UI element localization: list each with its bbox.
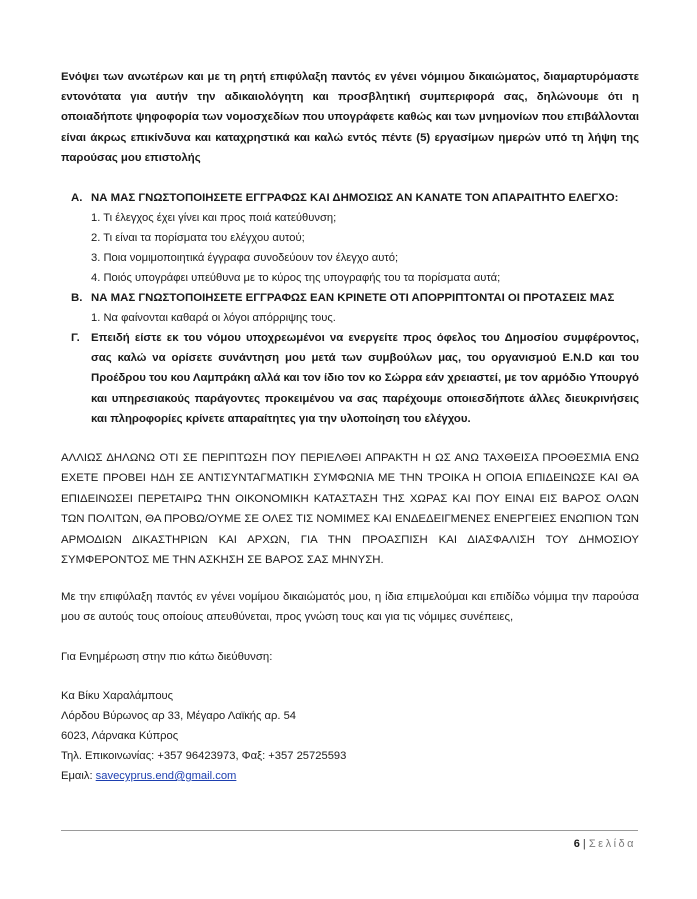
section-b-heading: [61, 288, 639, 308]
contact-block: [61, 686, 346, 786]
section-b: [61, 288, 639, 328]
contact-email-row: [61, 766, 346, 786]
section-b-title: ΝΑ ΜΑΣ ΓΝΩΣΤΟΠΟΙΗΣΕΤΕ ΕΓΓΡΑΦΩΣ ΕΑΝ ΚΡΙΝΕΤΕ ΟΤΙ ΑΠΟΡΡΙΠΤΟΝΤΑΙ ΟΙ ΠΡΟΤΑΣΕΙΣ ΜΑΣ: [91, 292, 615, 304]
section-a-item: 3. Ποια νομιμοποιητικά έγγραφα συνοδεύουν τον έλεγχο αυτό;: [91, 252, 399, 264]
section-c: [61, 328, 639, 429]
section-a-heading: [61, 188, 639, 208]
section-c-text: Επειδή είστε εκ του νόμου υποχρεωμένοι να ενεργείτε προς όφελος του Δημοσίου συμφέροντος, σας καλώ να ορίσετε συνάντηση μου μετά των συμβούλων μας, του οργανισμού E.N.D και του Προέδρου του κου Λαμπράκη αλλά και τον ίδιο τον κο Σώρρα εάν χρειαστεί, με τον αρμόδιο Υπουργό και υπηρεσιακούς παράγοντες προκειμένου να σας παρέχουμε οποιεσδήποτε άλλες διευκρινήσεις και πληροφορίες κρίνετε απαραίτητες για την υλοποίηση του ελέγχου.: [91, 332, 639, 425]
section-a-item: 4. Ποιός υπογράφει υπεύθυνα με το κύρος της υπογραφής του τα πορίσματα αυτά;: [91, 272, 501, 284]
contact-phones: Τηλ. Επικοινωνίας: +357 96423973, Φαξ: +357 25725593: [61, 750, 347, 762]
section-a-item: 1. Τι έλεγχος έχει γίνει και προς ποιά κατεύθυνση;: [91, 212, 337, 224]
contact-email-link[interactable]: savecyprus.end@gmail.com: [95, 770, 237, 782]
info-intro: Για Ενημέρωση στην πιο κάτω διεύθυνση:: [61, 651, 273, 663]
footer-separator: |: [579, 838, 589, 850]
intro-paragraph: Ενόψει των ανωτέρων και με τη ρητή επιφύλαξη παντός εν γένει νόμιμου δικαιώματος, διαμαρτυρόμαστε εντονότατα για αυτήν την αδικαιολόγητη και προσβλητική συμπεριφορά σας, δηλώνουμε ότι η οποιαδήποτε ψηφοφορία των νομοσχεδίων που υπογράφετε καθώς και των μνημονίων που επιβάλλονται είναι άκρως επικίνδυνα και καταχρηστικά και καλώ εντός πέντε (5) εργασίμων ημερών υπό τη λήψη της παρούσας μου επιστολής: [61, 71, 639, 164]
contact-address: Λόρδου Βύρωνος αρ 33, Μέγαρο Λαϊκής αρ. 54: [61, 710, 297, 722]
reservation-paragraph: Με την επιφύλαξη παντός εν γένει νομίμου δικαιώματός μου, η ίδια επιμελούμαι και επιδίδω νόμιμα την παρούσα μου σε αυτούς τους οποίους απευθύνεται, προς γνώση τους και για τις νόμιμες συνέπειες,: [61, 591, 639, 624]
contact-email-label: Εμαιλ:: [61, 770, 96, 782]
section-c-letter: Γ.: [71, 332, 80, 344]
warning-paragraph: ΑΛΛΙΩΣ ΔΗΛΩΝΩ ΟΤΙ ΣΕ ΠΕΡΙΠΤΩΣΗ ΠΟΥ ΠΕΡΙΕΛΘΕΙ ΑΠΡΑΚΤΗ Η ΩΣ ΑΝΩ ΤΑΧΘΕΙΣΑ ΠΡΟΘΕΣΜΙΑ ΕΝΩ ΕΧΕΤΕ ΠΡΟΒΕΙ ΗΔΗ ΣΕ ΑΝΤΙΣΥΝΤΑΓΜΑΤΙΚΗ ΣΥΜΦΩΝΙΑ ΜΕ ΤΗΝ ΤΡΟΙΚΑ Η ΟΠΟΙΑ ΕΠΙΔΕΙΝΩΣΕ ΚΑΙ ΘΑ ΕΠΙΔΕΙΝΩΣΕΙ ΠΕΡΕΤΑΙΡΩ ΤΗΝ ΟΙΚΟΝΟΜΙΚΗ ΚΑΤΑΣΤΑΣΗ ΤΗΣ ΧΩΡΑΣ ΚΑΙ ΠΟΥ ΕΙΝΑΙ ΕΙΣ ΒΑΡΟΣ ΟΛΩΝ ΤΩΝ ΠΟΛΙΤΩΝ, ΘΑ ΠΡΟΒΩ/ΟΥΜΕ ΣΕ ΟΛΕΣ ΤΙΣ ΝΟΜΙΜΕΣ ΚΑΙ ΕΝΔΕΔΕΙΓΜΕΝΕΣ ΕΝΕΡΓΕΙΕΣ ΕΝΩΠΙΟΝ ΤΩΝ ΑΡΜΟΔΙΩΝ ΔΙΚΑΣΤΗΡΙΩΝ ΚΑΙ ΑΡΧΩΝ, ΓΙΑ ΤΗΝ ΠΡΟΑΣΠΙΣΗ ΚΑΙ ΔΙΑΣΦΑΛΙΣΗ ΤΟΥ ΔΗΜΟΣΙΟΥ ΣΥΜΦΕΡΟΝΤΟΣ ΜΕ ΤΗΝ ΑΣΚΗΣΗ ΣΕ ΒΑΡΟΣ ΣΑΣ ΜΗΝΥΣΗ.: [61, 452, 639, 567]
contact-city: 6023, Λάρνακα Κύπρος: [61, 730, 179, 742]
page-label: Σελίδα: [588, 838, 636, 850]
section-c-block: [61, 328, 639, 429]
section-a-letter: A.: [71, 192, 83, 204]
footer-divider: [61, 830, 638, 831]
section-b-letter: B.: [71, 292, 83, 304]
section-a: [61, 188, 639, 288]
page-footer: [574, 838, 636, 850]
section-a-item: 2. Τι είναι τα πορίσματα του ελέγχου αυτού;: [91, 232, 305, 244]
section-a-title: ΝΑ ΜΑΣ ΓΝΩΣΤΟΠΟΙΗΣΕΤΕ ΕΓΓΡΑΦΩΣ ΚΑΙ ΔΗΜΟΣΙΩΣ ΑΝ ΚΑΝΑΤΕ ΤΟΝ ΑΠΑΡΑΙΤΗΤΟ ΕΛΕΓΧΟ:: [91, 192, 619, 204]
page-number: 6: [573, 838, 580, 850]
contact-name: Κα Βίκυ Χαραλάμπους: [61, 690, 174, 702]
section-b-item: 1. Να φαίνονται καθαρά οι λόγοι απόρριψης τους.: [91, 312, 336, 324]
